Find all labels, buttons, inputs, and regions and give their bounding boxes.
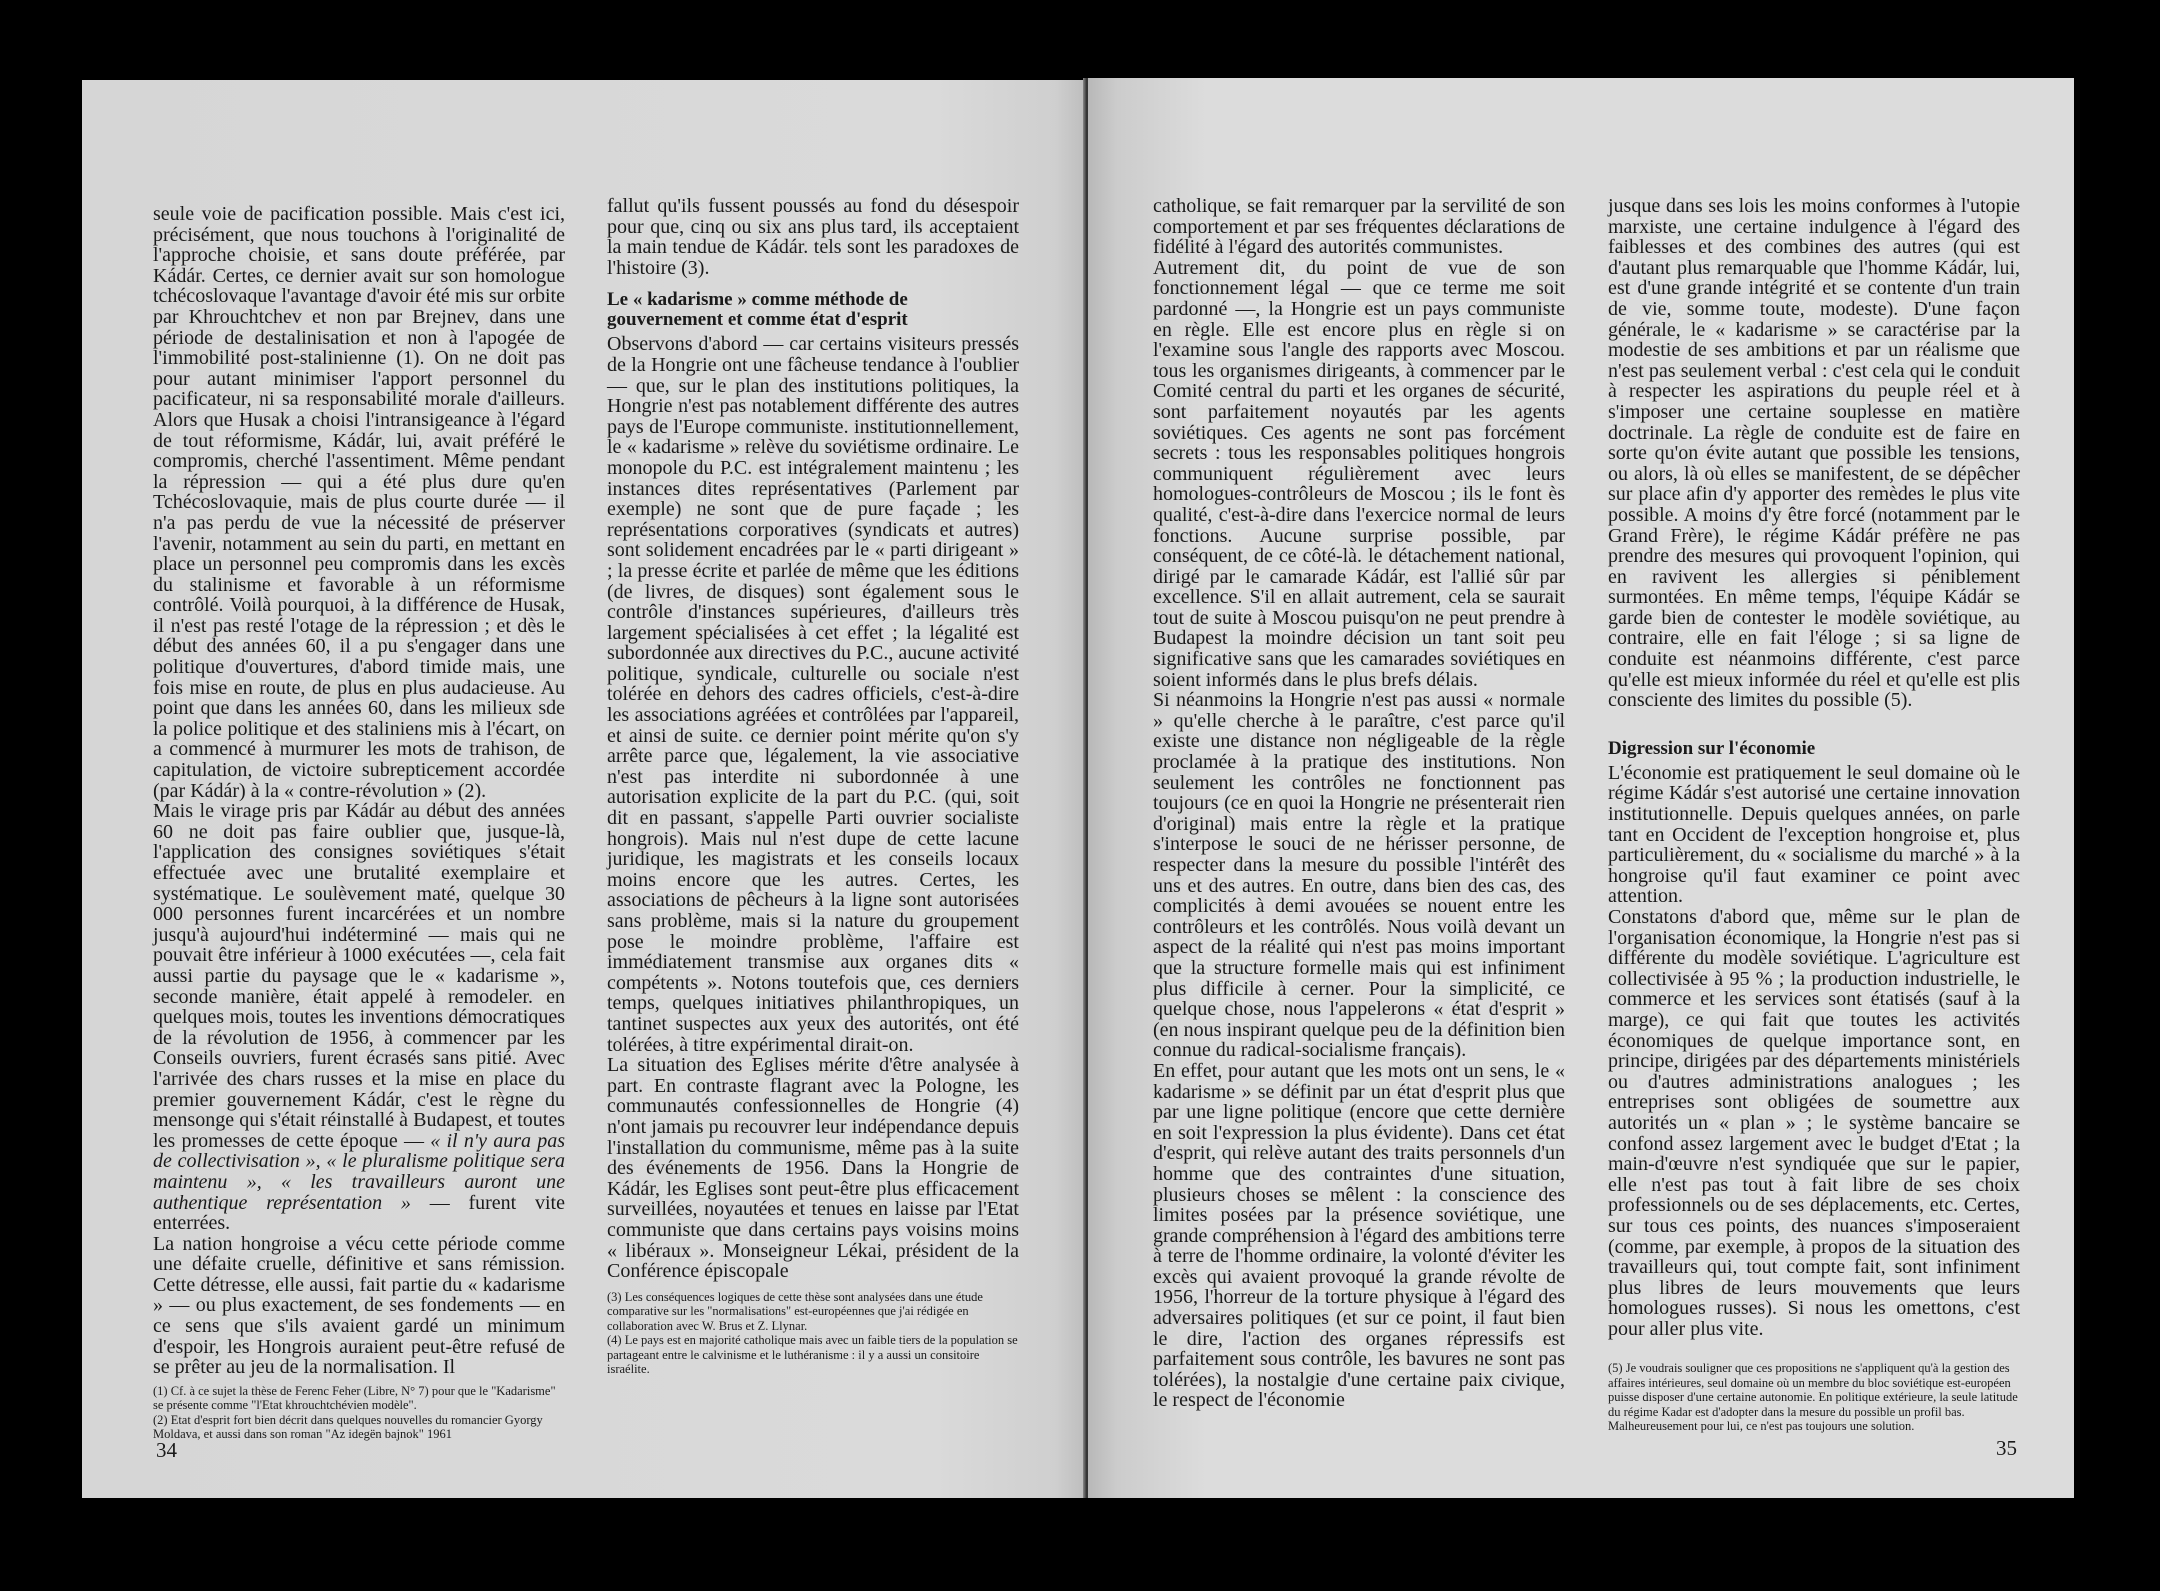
paragraph: catholique, se fait remarquer par la servilité de son comportement et par ses fréquentes déclarations de fidélité à l'égard des autorités communistes.: [1153, 195, 1565, 259]
footnote: (5) Je voudrais souligner que ces propositions ne s'appliquent qu'à la gestion des affaires intérieures, seul domaine où un membre du bloc soviétique est-européen puisse disposer d'une certaine autonomie. En politique extérieure, la seule latitude du régime Kadar est d'adopter dans la mesure du possible un profil bas. Malheureusement pour lui, ce n'est pas toujours une solution.: [1608, 1361, 2018, 1434]
section-heading: Le « kadarisme » comme méthode de gouvernement et comme état d'esprit: [607, 289, 908, 331]
paragraph: jusque dans ses lois les moins conformes à l'utopie marxiste, une certaine indulgence à l'égard des faiblesses et des combines des autres (qui est d'autant plus remarquable que l'homme Kádár, lui, est d'une grande intégrité et se contente d'un train de vie, somme toute, modeste). D'une façon générale, le « kadarisme » se caractérise par la modestie de ses ambitions et par un réalisme que n'est pas seulement verbal : c'est cela qui le conduit à respecter les aspirations du peuple réel et à s'imposer une certaine souplesse en matière doctrinale. La règle de conduite est de faire en sorte qu'on évite autant que possible les tensions, ou alors, là où elles se manifestent, de se dépêcher sur place afin d'y apporter des remèdes le plus vite possible. A moins d'y être forcé (notamment par le Grand Frère), le régime Kádár préfère ne pas prendre des mesures qui provoquent l'opinion, qui en ravivent les allergies si péniblement surmontées. En même temps, l'équipe Kádár se garde bien de contester le modèle soviétique, au contraire, elle en fait l'éloge ; si sa ligne de conduite est néanmoins différente, c'est parce qu'elle est mieux informée du réel et qu'elle est plis consciente des limites du possible (5).: [1608, 195, 2020, 712]
left-column-1: [153, 204, 565, 1442]
footnote: (2) Etat d'esprit fort bien décrit dans quelques nouvelles du romancier Gyorgy Moldava, et aussi dans son roman "Az idegën bajnok" 1961: [153, 1412, 543, 1442]
footnotes: [153, 1384, 565, 1442]
page-number: 35: [1996, 1436, 2017, 1460]
paragraph: Mais le virage pris par Kádár au début des années 60 ne doit pas faire oublier que, jusque-là, l'application des consignes soviétiques s'était effectuée avec une brutalité exemplaire et systématique. Le soulèvement maté, quelque 30 000 personnes furent incarcérées et un nombre jusqu'à aujourd'hui indéterminé — mais qui ne pouvait être inférieur à 1000 exécutées —, cela fait aussi partie du paysage que le « kadarisme », seconde manière, était appelé à remodeler. en quelques mois, toutes les inventions démocratiques de la révolution de 1956, à commencer par les Conseils ouvriers, furent écrasés sans pitié. Avec l'arrivée des chars russes et la mise en place du premier gouvernement Kádár, c'est le règne du mensonge qui s'était réinstallé à Budapest, et toutes les promesses de cette époque — « il n'y aura pas de collectivisation », « le pluralisme politique sera maintenu », « les travailleurs auront une authentique représentation » — furent vite enterrées.: [153, 800, 565, 1235]
italic-quote: « il n'y aura pas de collectivisation », « le pluralisme politique sera maintenu », « les travailleurs auront une authentique représentation »: [153, 1129, 565, 1214]
left-page: [82, 80, 1085, 1498]
footnote: (3) Les conséquences logiques de cette thèse sont analysées dans une étude comparative sur les "normalisations" est-européennes que j'ai rédigée en collaboration avec W. Brus et Z. Llynar.: [607, 1289, 983, 1333]
right-column-1: [1153, 196, 1565, 1411]
paragraph: seule voie de pacification possible. Mais c'est ici, précisément, que nous touchons à l'originalité de l'approche choisie, et sans doute préférée, par Kádár. Certes, ce dernier avait sur son homologue tchécoslovaque l'avantage d'avoir été mis sur orbite par Khrouchtchev et non par Brejnev, dans une période de destalinisation et non à l'apogée de l'immobilité post-stalinienne (1). On ne doit pas pour autant minimiser l'apport personnel du pacificateur, ni sa responsabilité morale d'ailleurs. Alors que Husak a choisi l'intransigeance à l'égard de tout réformisme, Kádár, lui, avait préféré le compromis, cherché l'assentiment. Même pendant la répression — qui a été plus dure qu'en Tchécoslovaquie, mais de plus courte durée — il n'a pas perdu de vue la nécessité de préserver l'avenir, notamment au sein du parti, en mettant en place un personnel peu compromis dans les excès du stalinisme et favorable à un réformisme contrôlé. Voilà pourquoi, à la différence de Husak, il n'est pas resté l'otage de la répression ; et dès le début des années 60, il a pu s'engager dans une politique d'ouvertures, d'abord timide mais, une fois mise en route, de plus en plus audacieuse. Au point que dans les années 60, dans les milieux sde la police politique et des staliniens mis à l'écart, on a commencé à murmurer les mots de trahison, de capitulation, de victoire subrepticement accordée (par Kádár) à la « contre-révolution » (2).: [153, 203, 565, 802]
paragraph: La situation des Eglises mérite d'être analysée à part. En contraste flagrant avec la Pologne, les communautés confessionnelles de Hongrie (4) n'ont jamais pu recouvrer leur indépendance depuis l'installation du communisme, même pas à la suite des événements de 1956. Dans la Hongrie de Kádár, les Eglises sont peut-être plus efficacement surveillées, noyautées et tenues en laisse par l'Etat communiste que dans certains pays voisins moins « libéraux ». Monseigneur Lékai, président de la Conférence épiscopale: [607, 1054, 1019, 1283]
footnotes: [1608, 1361, 2020, 1434]
footnote: (1) Cf. à ce sujet la thèse de Ferenc Feher (Libre, N° 7) pour que le "Kadarisme" se présente comme "l'Etat khrouchtchévien modèle".: [153, 1383, 556, 1413]
right-column-2: [1608, 196, 2020, 1434]
paragraph: Si néanmoins la Hongrie n'est pas aussi « normale » qu'elle cherche à le paraître, c'est parce qu'il existe une distance non négligeable de la règle proclamée à la pratique des institutions. Non seulement les contrôles ne fonctionnent pas toujours (ce en quoi la Hongrie ne présenterait rien d'original) mais entre la règle et la pratique s'interpose le souci de ne hérisser personne, de respecter dans la mesure du possible l'intérêt des uns et des autres. En outre, dans bien des cas, des complicités à demi avouées se nouent entre les contrôleurs et les contrôlés. Nous voilà devant un aspect de la réalité qui n'est pas moins important que la structure formelle mais qui est infiniment plus difficile à cerner. Pour la simplicité, ce quelque chose, nous l'appelerons « état d'esprit » (en nous inspirant quelque peu de la définition bien connue du radical-socialisme français).: [1153, 689, 1565, 1062]
page-number: 34: [156, 1438, 177, 1462]
paragraph: Autrement dit, du point de vue de son fonctionnement légal — que ce terme me soit pardonné —, la Hongrie est un pays communiste en règle. Elle est encore plus en règle si on l'examine sous l'angle des rapports avec Moscou. tous les organismes dirigeants, à commencer par le Comité central du parti et les organes de sécurité, sont parfaitement noyautés par les agents soviétiques. Ces agents ne sont pas forcément secrets : tous les responsables politiques hongrois communiquent régulièrement avec leurs homologues-contrôleurs de Moscou ; ils le font ès qualité, c'est-à-dire dans l'exercice normal de leurs fonctions. Aucune surprise possible, par conséquent, de ce côté-là. le détachement national, dirigé par le camarade Kádár, est l'allié sûr par excellence. S'il en allait autrement, cela se saurait tout de suite à Moscou puisqu'on ne peut prendre à Budapest la moindre décision un tant soit peu significative sans que les camarades soviétiques en soient informés dans le plus brefs délais.: [1153, 256, 1565, 691]
paragraph: fallut qu'ils fussent poussés au fond du désespoir pour que, cinq ou six ans plus tard, ils acceptaient la main tendue de Kádár. tels sont les paradoxes de l'histoire (3).: [607, 195, 1019, 279]
paragraph: En effet, pour autant que les mots ont un sens, le « kadarisme » se définit par un état d'esprit plus que par une ligne politique (encore que cette dernière en soit l'expression la plus évidente). Dans cet état d'esprit, qui relève autant des traits personnels d'un homme que des contraintes d'une situation, plusieurs choses se mêlent : la conscience des limites posées par la présence soviétique, une grande compréhension à l'égard des ambitions terre à terre de l'homme ordinaire, la volonté d'éviter les excès qui avaient provoqué la grande révolte de 1956, l'horreur de la torture physique à l'égard des adversaires politiques (et sur ce point, il faut bien le dire, l'action des organes répressifs est parfaitement sous contrôle, les bavures ne sont pas tolérées), la nostalgie d'une certaine paix civique, le respect de l'économie: [1153, 1059, 1565, 1412]
footnotes: [607, 1290, 1019, 1377]
right-page: [1088, 78, 2074, 1498]
section-heading: Digression sur l'économie: [1608, 737, 1816, 759]
paragraph: L'économie est pratiquement le seul domaine où le régime Kádár s'est autorisé une certaine innovation institutionnelle. Depuis quelques années, on parle tant en Occident de l'exception hongroise et, plus particulièrement, du « socialisme du marché » à la hongroise qu'il faut examiner ce point avec attention.: [1608, 761, 2020, 908]
paragraph: Constatons d'abord que, même sur le plan de l'organisation économique, la Hongrie n'est pas si différente du modèle soviétique. L'agriculture est collectivisée à 95 % ; la production industrielle, le commerce et les services sont étatisés (sauf à la marge), ce qui fait que toutes les activités économiques de quelque importance sont, en principe, dirigées par des départements ministériels ou d'autres administrations analogues ; les entreprises sont obligées de soumettre aux autorités un « plan » ; le système bancaire se confond assez largement avec le budget d'Etat ; la main-d'œuvre n'est syndiquée que sur le papier, elle n'est pas tout à fait libre de ses choix professionnels ou de ses déplacements, etc. Certes, sur tous ces points, des nuances s'imposeraient (comme, par exemple, à propos de la situation des travailleurs qui, tout compte fait, sont infiniment plus libres de leurs mouvements que leurs homologues russes). Si nous les omettons, c'est pour aller plus vite.: [1608, 906, 2020, 1340]
footnote: (4) Le pays est en majorité catholique mais avec un faible tiers de la population se partageant entre le calvinisme et le luthéranisme : il y a aussi un consitoire israélite.: [607, 1333, 1018, 1377]
left-column-2: [607, 196, 1019, 1377]
paragraph: Observons d'abord — car certains visiteurs pressés de la Hongrie ont une fâcheuse tendance à l'oublier — que, sur le plan des institutions politiques, la Hongrie n'est pas notablement différente des autres pays de l'Europe communiste. institutionnellement, le « kadarisme » relève du soviétisme ordinaire. Le monopole du P.C. est intégralement maintenu ; les instances dites représentatives (Parlement par exemple) ne sont que de pure façade ; les représentations corporatives (syndicats et autres) sont solidement encadrées par le « parti dirigeant » ; la presse écrite et parlée de même que les éditions (de livres, de disques) sont également sous le contrôle d'instances supérieures, d'ailleurs très largement spécialisées à cet effet ; la légalité est subordonnée aux directives du P.C., aucune activité politique, syndicale, culturelle ou sociale n'est tolérée en dehors des cadres officiels, c'est-à-dire les associations agréées et contrôlées par l'appareil, et ainsi de suite. ce dernier point mérite qu'on s'y arrête parce que, légalement, la vie associative n'est pas interdite ni subordonnée à une autorisation explicite de la part du P.C. (qui, soit dit en passant, s'appelle Parti ouvrier socialiste hongrois). Mais nul n'est dupe de cette lacune juridique, les magistrats et les conseils locaux moins encore que les autres. Certes, les associations de pêcheurs à la ligne sont autorisées sans problème, mais si la nature du groupement pose le moindre problème, l'affaire est immédiatement transmise aux organes dits « compétents ». Notons toutefois que, ces derniers temps, quelques initiatives philanthropiques, un tantinet suspectes aux yeux des autorités, ont été tolérées, à titre expérimental dirait-on.: [607, 333, 1019, 1056]
paragraph: La nation hongroise a vécu cette période comme une défaite cruelle, définitive et sans rémission. Cette détresse, elle aussi, fait partie du « kadarisme » — ou plus exactement, de ses fondements — en ce sens que s'ils avaient gardé un minimum d'espoir, les Hongrois auraient peut-être refusé de se prêter au jeu de la normalisation. Il: [153, 1232, 565, 1379]
